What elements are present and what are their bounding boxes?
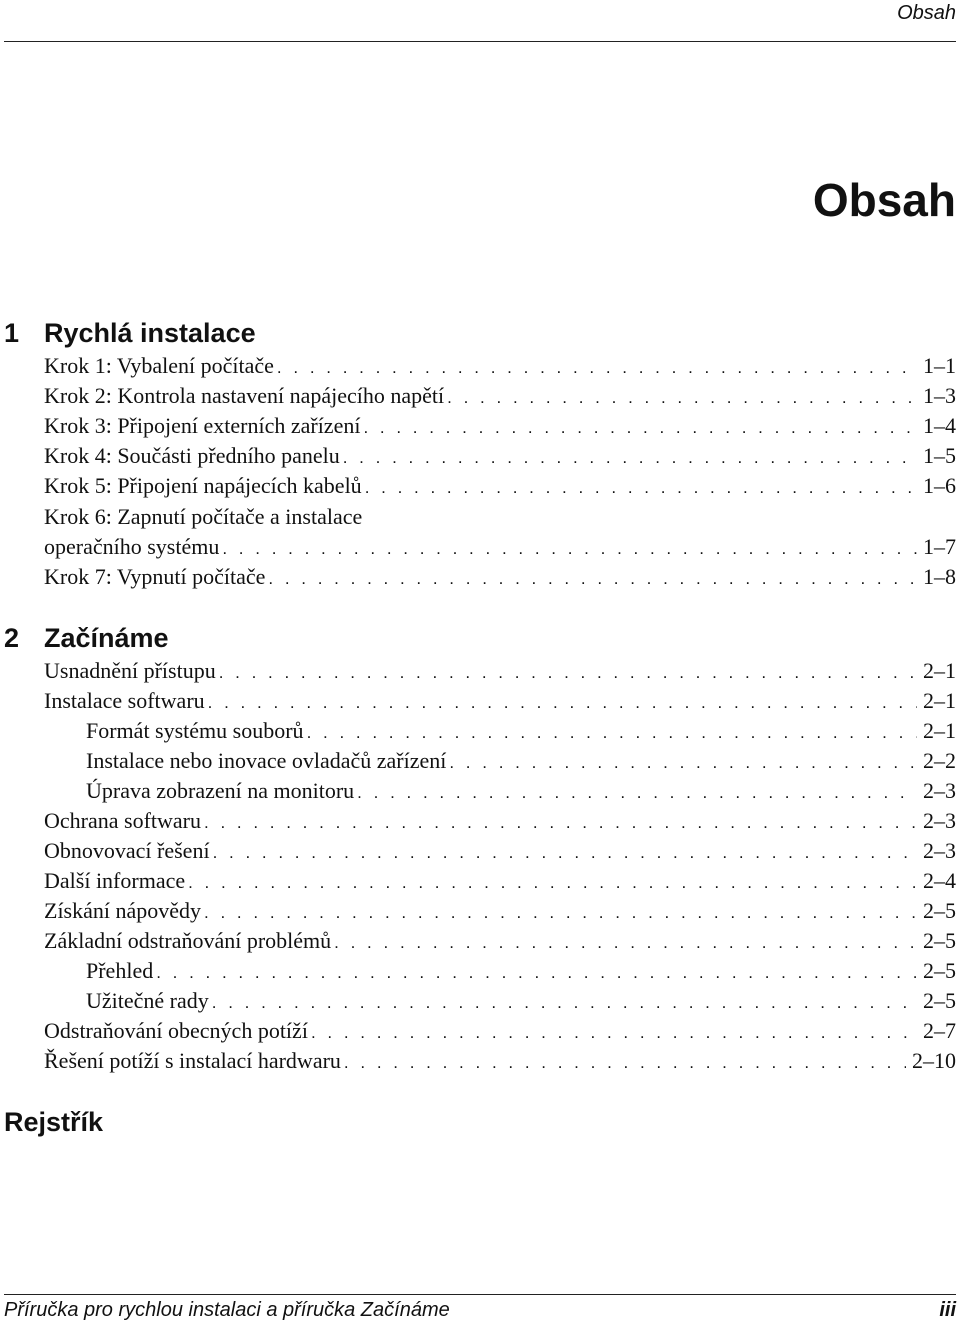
toc-entry-page: 2–1 <box>923 658 956 683</box>
toc-entry[interactable] <box>44 502 362 532</box>
chapter-heading-1[interactable] <box>4 316 256 350</box>
dot-leader <box>188 868 917 898</box>
footer-book-title: Příručka pro rychlou instalaci a příručka Začínáme <box>4 1299 450 1321</box>
toc-entry[interactable] <box>44 381 956 413</box>
dot-leader <box>219 658 917 688</box>
dot-leader <box>363 413 917 443</box>
toc-entry-text: Ochrana softwaru <box>44 808 201 833</box>
toc-entry-page: 2–2 <box>923 748 956 773</box>
toc-entry-page: 1–3 <box>923 383 956 408</box>
toc-entry[interactable] <box>44 806 956 838</box>
toc-entry[interactable] <box>44 1046 956 1078</box>
footer-page-number: iii <box>939 1299 956 1321</box>
dot-leader <box>449 748 917 778</box>
dot-leader <box>447 383 917 413</box>
toc-entry-page: 2–5 <box>923 958 956 983</box>
toc-entry[interactable] <box>44 896 956 928</box>
dot-leader <box>208 688 917 718</box>
toc-subentry[interactable] <box>86 746 956 778</box>
toc-subentry[interactable] <box>86 716 956 748</box>
toc-entry[interactable] <box>44 411 956 443</box>
toc-entry-text: Užitečné rady <box>86 988 209 1013</box>
toc-entry-page: 1–5 <box>923 443 956 468</box>
dot-leader <box>277 353 917 383</box>
toc-entry-text: Úprava zobrazení na monitoru <box>86 778 355 803</box>
toc-entry-text: Krok 2: Kontrola nastavení napájecího napětí <box>44 383 445 408</box>
chapter-number: 2 <box>4 623 20 653</box>
toc-entry-text: Krok 1: Vybalení počítače <box>44 353 274 378</box>
chapter-title: Začínáme <box>44 623 169 653</box>
toc-entry[interactable] <box>44 926 956 958</box>
dot-leader <box>311 1018 917 1048</box>
dot-leader <box>212 988 917 1018</box>
toc-entry-text: Odstraňování obecných potíží <box>44 1018 308 1043</box>
toc-entry-page: 1–8 <box>923 564 956 589</box>
toc-entry-page: 2–3 <box>923 778 956 803</box>
toc-subentry[interactable] <box>86 986 956 1018</box>
toc-entry-page: 1–4 <box>923 413 956 438</box>
footer-rule <box>4 1294 956 1295</box>
toc-entry[interactable] <box>44 351 956 383</box>
toc-entry-text: Krok 3: Připojení externích zařízení <box>44 413 361 438</box>
toc-entry[interactable] <box>44 836 956 868</box>
toc-entry-page: 1–1 <box>923 353 956 378</box>
toc-entry-text: Krok 6: Zapnutí počítače a instalace <box>44 504 363 529</box>
dot-leader <box>222 534 917 564</box>
toc-entry-page: 1–7 <box>923 534 956 559</box>
toc-entry-text: Formát systému souborů <box>86 718 304 743</box>
toc-entry[interactable] <box>44 656 956 688</box>
toc-entry[interactable] <box>44 471 956 503</box>
dot-leader <box>365 473 917 503</box>
index-heading[interactable]: Rejstřík <box>4 1107 104 1137</box>
dot-leader <box>334 928 917 958</box>
toc-entry[interactable] <box>44 562 956 594</box>
header-rule <box>4 41 956 42</box>
dot-leader <box>343 443 917 473</box>
toc-entry-page: 2–5 <box>923 898 956 923</box>
toc-entry-text: Řešení potíží s instalací hardwaru <box>44 1048 341 1073</box>
toc-entry[interactable] <box>44 866 956 898</box>
dot-leader <box>156 958 917 988</box>
dot-leader <box>204 808 917 838</box>
toc-entry-page: 1–6 <box>923 473 956 498</box>
toc-entry[interactable] <box>44 1016 956 1048</box>
chapter-title: Rychlá instalace <box>44 318 256 348</box>
chapter-heading-2[interactable] <box>4 621 169 655</box>
toc-entry[interactable] <box>44 532 956 564</box>
toc-entry-text: Krok 4: Součásti předního panelu <box>44 443 340 468</box>
toc-entry-page: 2–10 <box>912 1048 956 1073</box>
toc-entry-page: 2–5 <box>923 928 956 953</box>
dot-leader <box>357 778 917 808</box>
toc-entry-text: Krok 7: Vypnutí počítače <box>44 564 266 589</box>
dot-leader <box>213 838 917 868</box>
toc-entry-page: 2–3 <box>923 808 956 833</box>
toc-entry-text: Přehled <box>86 958 154 983</box>
dot-leader <box>204 898 917 928</box>
toc-subentry[interactable] <box>86 776 956 808</box>
toc-entry-text: Usnadnění přístupu <box>44 658 216 683</box>
toc-entry-text: Instalace softwaru <box>44 688 205 713</box>
toc-entry-page: 2–4 <box>923 868 956 893</box>
toc-entry-text: Instalace nebo inovace ovladačů zařízení <box>86 748 447 773</box>
chapter-number: 1 <box>4 318 20 348</box>
dot-leader <box>268 564 917 594</box>
toc-entry-text: Krok 5: Připojení napájecích kabelů <box>44 473 362 498</box>
toc-entry-text: Základní odstraňování problémů <box>44 928 332 953</box>
toc-subentry[interactable] <box>86 956 956 988</box>
toc-entry-page: 2–5 <box>923 988 956 1013</box>
toc-entry-page: 2–7 <box>923 1018 956 1043</box>
toc-entry-text: Obnovovací řešení <box>44 838 210 863</box>
dot-leader <box>307 718 917 748</box>
toc-entry-text: Získání nápovědy <box>44 898 202 923</box>
toc-entry-page: 2–1 <box>923 718 956 743</box>
dot-leader <box>344 1048 906 1078</box>
running-header: Obsah <box>897 2 956 24</box>
toc-entry-page: 2–3 <box>923 838 956 863</box>
toc-entry[interactable] <box>44 441 956 473</box>
toc-entry[interactable] <box>44 686 956 718</box>
page-title: Obsah <box>812 174 956 226</box>
toc-entry-page: 2–1 <box>923 688 956 713</box>
toc-entry-text: operačního systému <box>44 534 220 559</box>
toc-entry-text: Další informace <box>44 868 186 893</box>
